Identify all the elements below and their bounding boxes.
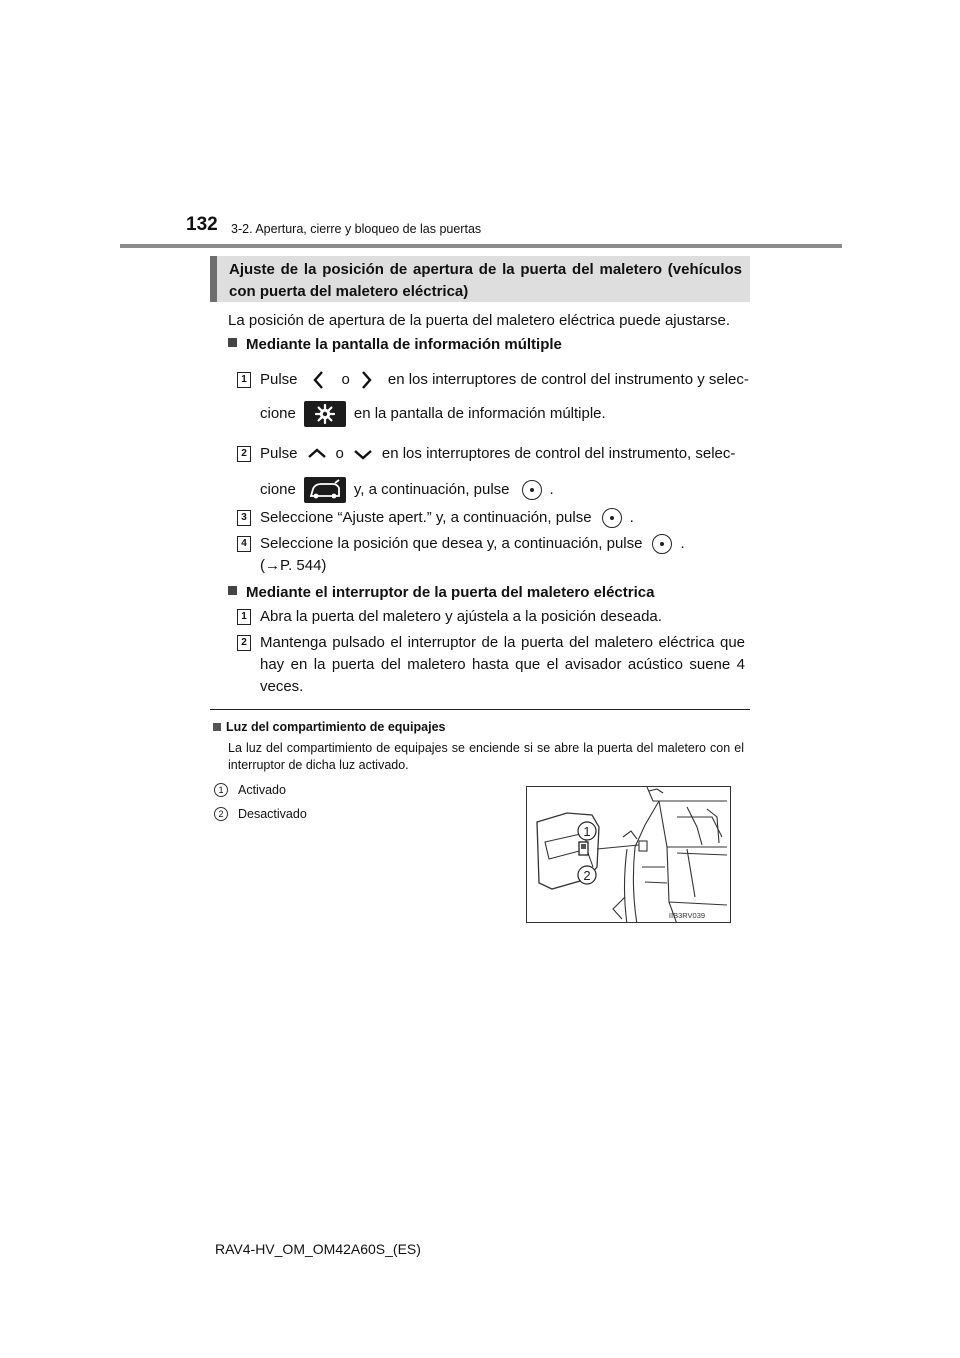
method-1-heading bbox=[228, 336, 562, 353]
settings-gear-icon bbox=[304, 401, 346, 427]
document-footer: RAV4-HV_OM_OM42A60S_(ES) bbox=[215, 1241, 421, 1257]
luggage-light-figure bbox=[526, 786, 731, 923]
callout-2: 2 bbox=[583, 868, 591, 883]
step-1-line-1 bbox=[260, 369, 749, 391]
figure-code: IIB3RV039 bbox=[668, 911, 706, 920]
step-text: . bbox=[629, 509, 634, 526]
item-label: Desactivado bbox=[238, 807, 307, 821]
step-text: o bbox=[341, 371, 350, 388]
step-1-line-2 bbox=[260, 401, 745, 427]
step-text: Pulse bbox=[260, 445, 298, 462]
step-text: Abra la puerta del maletero y ajústela a la posición deseada. bbox=[260, 608, 662, 625]
step-text: cione bbox=[260, 405, 296, 422]
luggage-compartment-illustration bbox=[527, 787, 731, 923]
square-bullet-icon bbox=[228, 586, 237, 595]
ok-button-icon bbox=[522, 480, 542, 500]
section-divider bbox=[210, 709, 750, 710]
item-number: 1 bbox=[214, 783, 228, 797]
method-2-heading-text: Mediante el interruptor de la puerta del maletero eléctrica bbox=[246, 584, 655, 601]
ok-button-icon bbox=[602, 508, 622, 528]
step-3-line bbox=[260, 507, 745, 529]
item-label: Activado bbox=[238, 783, 286, 797]
ok-button-icon bbox=[652, 534, 672, 554]
note-heading bbox=[213, 719, 445, 735]
step-number: 1 bbox=[237, 609, 251, 625]
method-1-heading-text: Mediante la pantalla de información múltiple bbox=[246, 336, 562, 353]
chevron-right-icon bbox=[350, 369, 386, 391]
step-number: 3 bbox=[237, 510, 251, 526]
chevron-left-icon bbox=[298, 369, 342, 391]
step-number: 2 bbox=[237, 446, 251, 462]
chapter-title: 3-2. Apertura, cierre y bloqueo de las puertas bbox=[231, 222, 482, 236]
method-2-heading bbox=[228, 584, 654, 601]
vehicle-door-icon bbox=[304, 477, 346, 503]
note-paragraph: La luz del compartimiento de equipajes se enciende si se abre la puerta del maletero con el interruptor de dicha luz activado. bbox=[228, 741, 744, 772]
step-2-line-1 bbox=[260, 443, 745, 465]
step-number: 1 bbox=[237, 372, 251, 388]
step-text: Pulse bbox=[260, 371, 298, 388]
step-4-line bbox=[260, 533, 745, 555]
step-text: Seleccione la posición que desea y, a continuación, pulse bbox=[260, 535, 643, 552]
step-text: Seleccione “Ajuste apert.” y, a continuación, pulse bbox=[260, 509, 592, 526]
step-text: y, a continuación, pulse bbox=[353, 481, 510, 498]
page-reference: (→P. 544) bbox=[260, 557, 327, 574]
item-number: 2 bbox=[214, 807, 228, 821]
step-number: 4 bbox=[237, 536, 251, 552]
step-text: o bbox=[335, 445, 344, 462]
step-text: en la pantalla de información múltiple. bbox=[353, 405, 606, 422]
step-text: en los interruptores de control del instrumento, selec- bbox=[381, 445, 736, 462]
chevron-down-icon bbox=[344, 443, 382, 465]
page-number: 132 bbox=[186, 214, 218, 235]
note-heading-text: Luz del compartimiento de equipajes bbox=[226, 720, 446, 734]
chevron-up-icon bbox=[298, 443, 336, 465]
square-bullet-icon bbox=[213, 723, 221, 731]
intro-paragraph: La posición de apertura de la puerta del maletero eléctrica puede ajustarse. bbox=[228, 312, 730, 329]
step-number: 2 bbox=[237, 635, 251, 651]
section-title: Ajuste de la posición de apertura de la puerta del maletero (vehículos con puerta del maletero eléctrica) bbox=[210, 256, 750, 302]
step-text: cione bbox=[260, 481, 296, 498]
step-2-line-2 bbox=[260, 477, 745, 503]
callout-1: 1 bbox=[583, 824, 591, 839]
step-text: en los interruptores de control del instrumento y selec- bbox=[387, 371, 749, 388]
step-text: Mantenga pulsado el interruptor de la puerta del maletero eléctrica que hay en la puerta del maletero hasta que el avisador acústico suene 4 veces. bbox=[260, 634, 745, 695]
step-text: . bbox=[549, 481, 554, 498]
header-divider bbox=[120, 244, 842, 248]
square-bullet-icon bbox=[228, 338, 237, 347]
step-text: . bbox=[680, 535, 685, 552]
